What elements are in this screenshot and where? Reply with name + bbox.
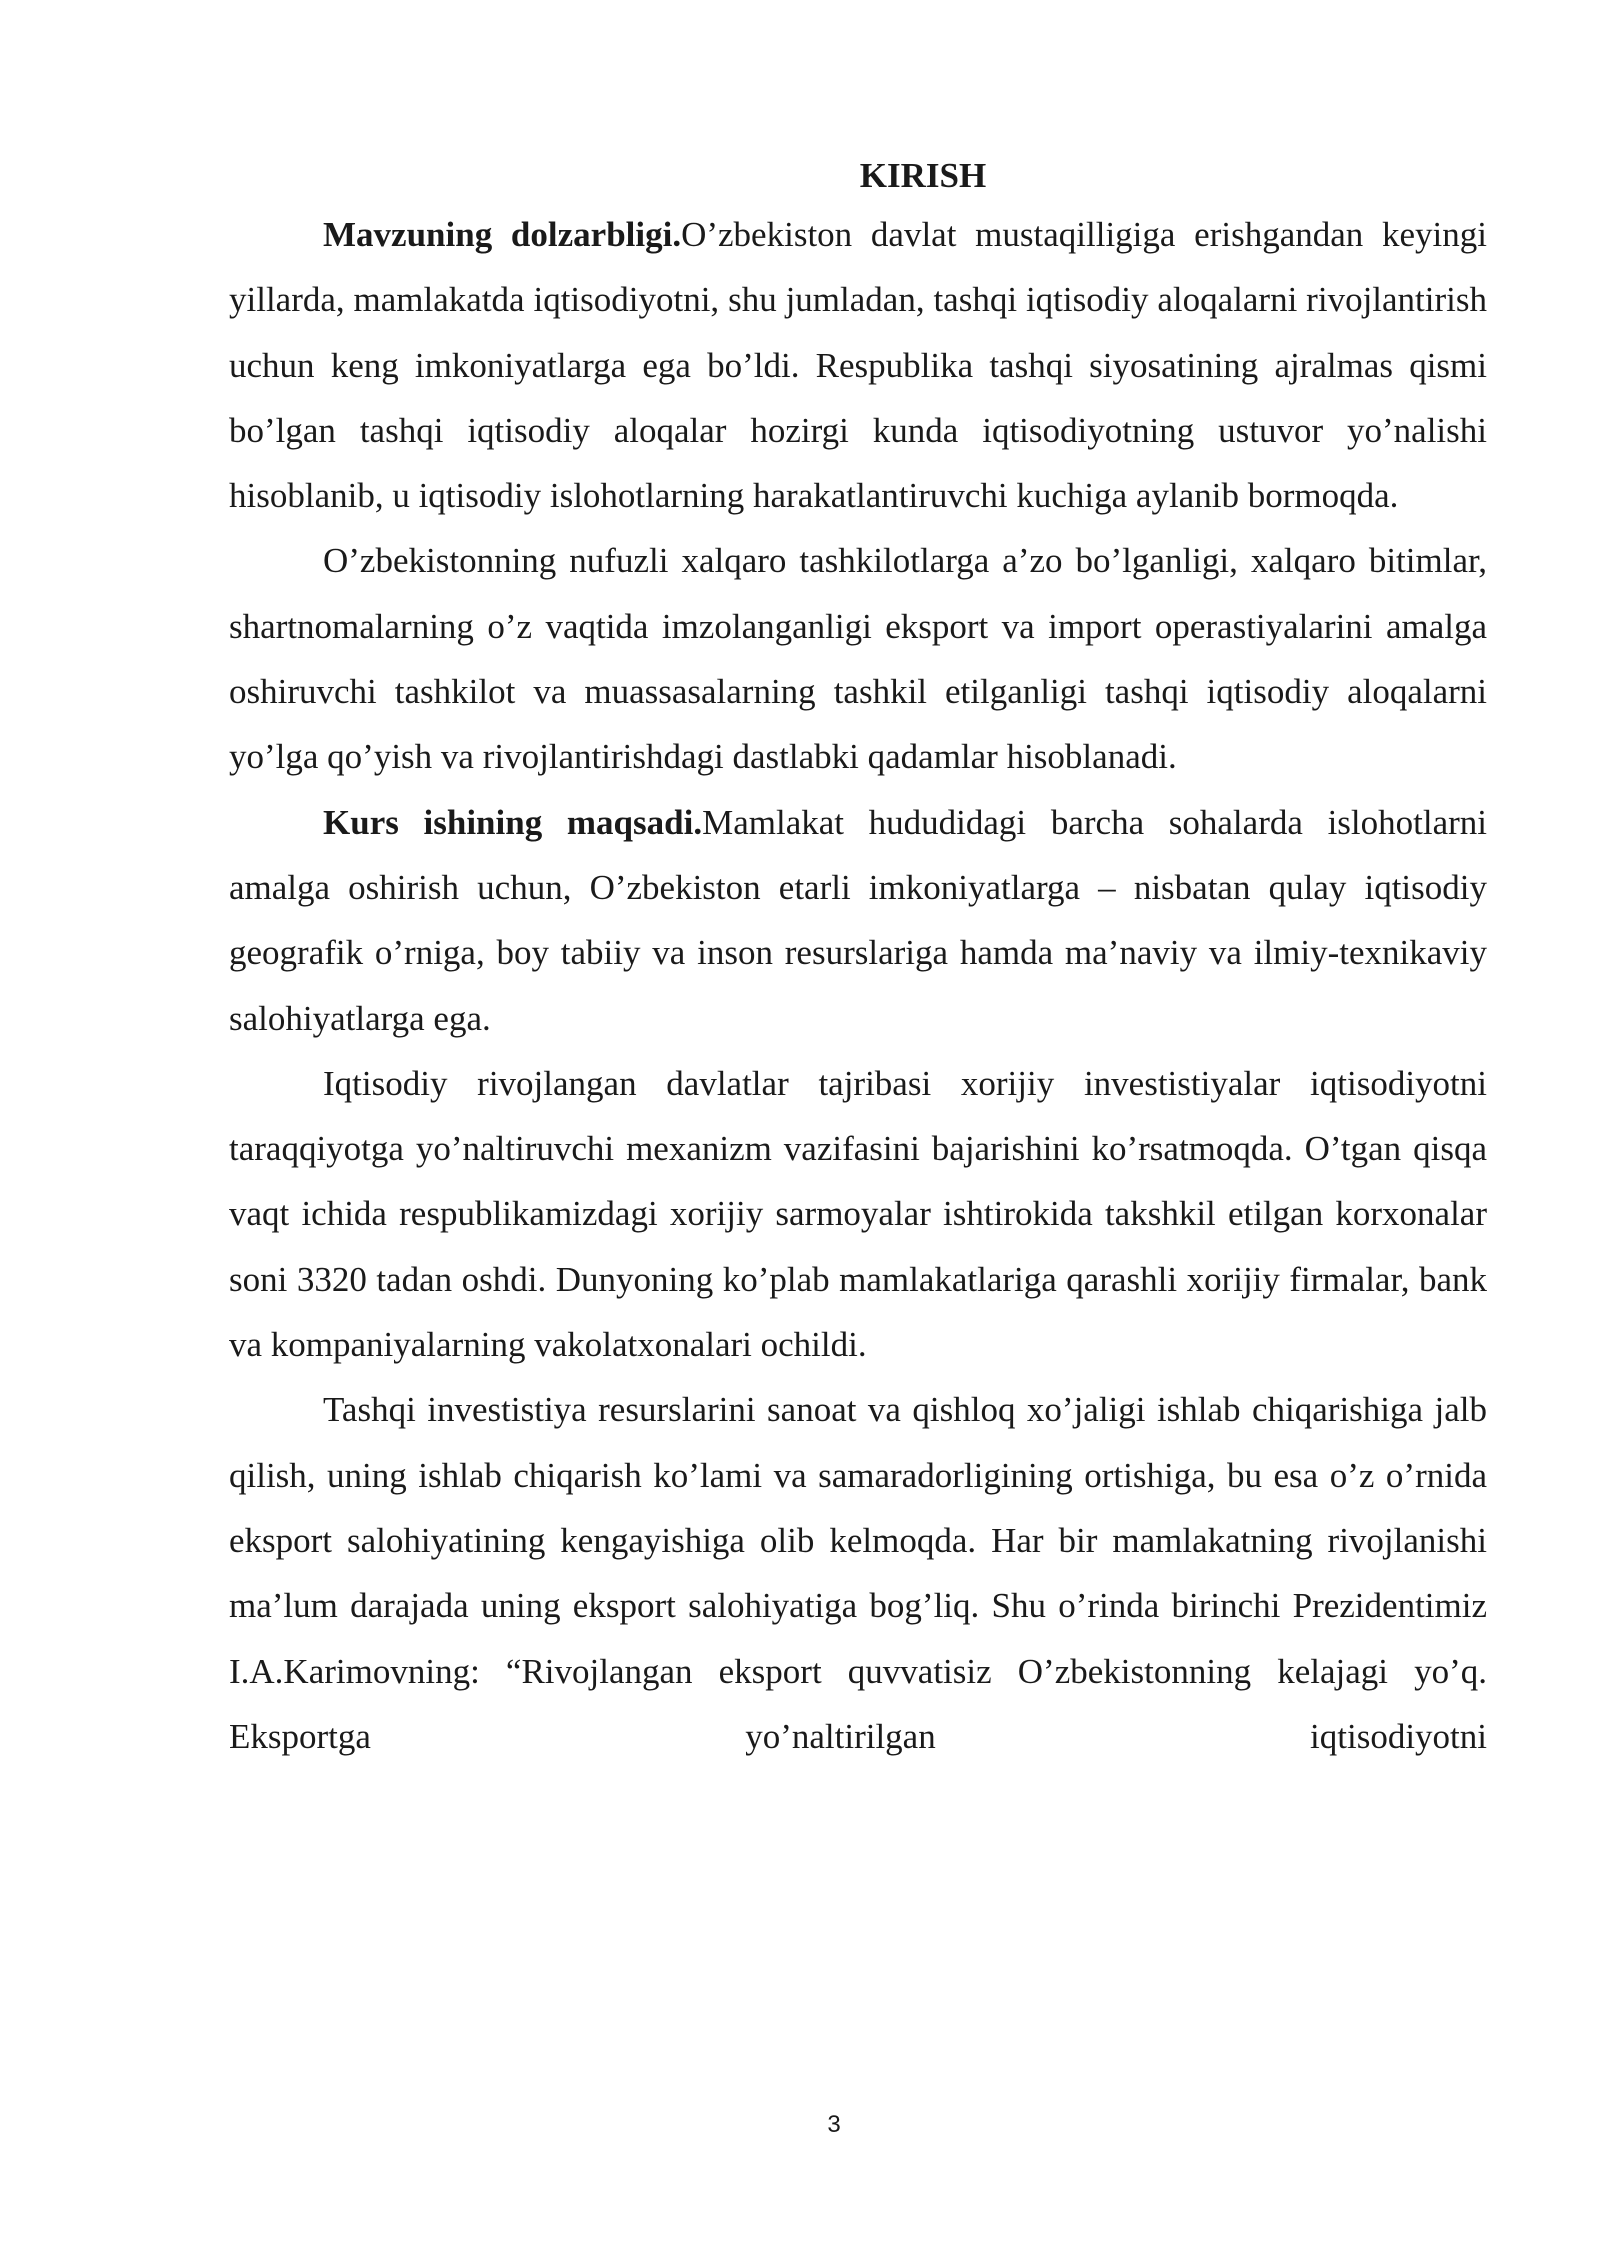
paragraph-heading: Mavzuning dolzarbligi. (323, 215, 682, 254)
paragraph-text: O’zbekistonning nufuzli xalqaro tashkilotlarga a’zo bo’lganligi, xalqaro bitimlar, shartnomalarning o’z vaqtida imzolanganligi eksport va import operastiyalarini amalga oshiruvchi tashkilot va muassasalarning tashkil etilganligi tashqi iqtisodiy aloqalarni yo’lga qo’yish va rivojlantirishdagi dastlabki qadamlar hisoblanadi. (229, 541, 1487, 777)
section-title: KIRISH (859, 156, 987, 195)
paragraph-text: Iqtisodiy rivojlangan davlatlar tajribasi xorijiy investistiyalar iqtisodiyotni taraqqiyotga yo’naltiruvchi mexanizm vazifasini bajarishini ko’rsatmoqda. O’tgan qisqa vaqt ichida respublikamizdagi xorijiy sarmoyalar ishtirokida takshkil etilgan korxonalar soni 3320 tadan oshdi. Dunyoning ko’plab mamlakatlariga qarashli xorijiy firmalar, bank va kompaniyalarning vakolatxonalari ochildi. (229, 1063, 1487, 1365)
paragraph-export (229, 1377, 1487, 1769)
paragraph-text: Mamlakat hududidagi barcha sohalarda islohotlarni amalga oshirish uchun, O’zbekiston etarli imkoniyatlarga – nisbatan qulay iqtisodiy geografik o’rniga, boy tabiiy va inson resurslariga hamda ma’naviy va ilmiy-texnikaviy salohiyatlarga ega. (229, 802, 1487, 1038)
page-number: 3 (827, 2111, 841, 2138)
paragraph-text: Tashqi investistiya resurslarini sanoat va qishloq xo’jaligi ishlab chiqarishiga jalb qilish, uning ishlab chiqarish ko’lami va samaradorligining ortishiga, bu esa o’z o’rnida eksport salohiyatining kengayishiga olib kelmoqda. Har bir mamlakatning rivojlanishi ma’lum darajada uning eksport salohiyatiga bog’liq. Shu o’rinda birinchi Prezidentimiz I.A.Karimovning: “Rivojlangan eksport quvvatisiz O’zbekistonning kelajagi yo’q. Eksportga yo’naltirilgan iqtisodiyotni (229, 1390, 1487, 1756)
paragraph-heading: Kurs ishining maqsadi. (323, 802, 703, 842)
paragraph-relevance (229, 202, 1487, 528)
paragraph-goal (229, 790, 1487, 1051)
paragraph-investments (229, 1051, 1487, 1377)
page-content (229, 150, 1487, 1769)
paragraph-membership (229, 528, 1487, 789)
paragraph-text: O’zbekiston davlat mustaqilligiga erishgandan keyingi yillarda, mamlakatda iqtisodiyotni, shu jumladan, tashqi iqtisodiy aloqalarni rivojlantirish uchun keng imkoniyatlarga ega bo’ldi. Respublika tashqi siyosatining ajralmas qismi bo’lgan tashqi iqtisodiy aloqalar hozirgi kunda iqtisodiyotning ustuvor yo’nalishi hisoblanib, u iqtisodiy islohotlarning harakatlantiruvchi kuchiga aylanib bormoqda. (229, 215, 1488, 516)
